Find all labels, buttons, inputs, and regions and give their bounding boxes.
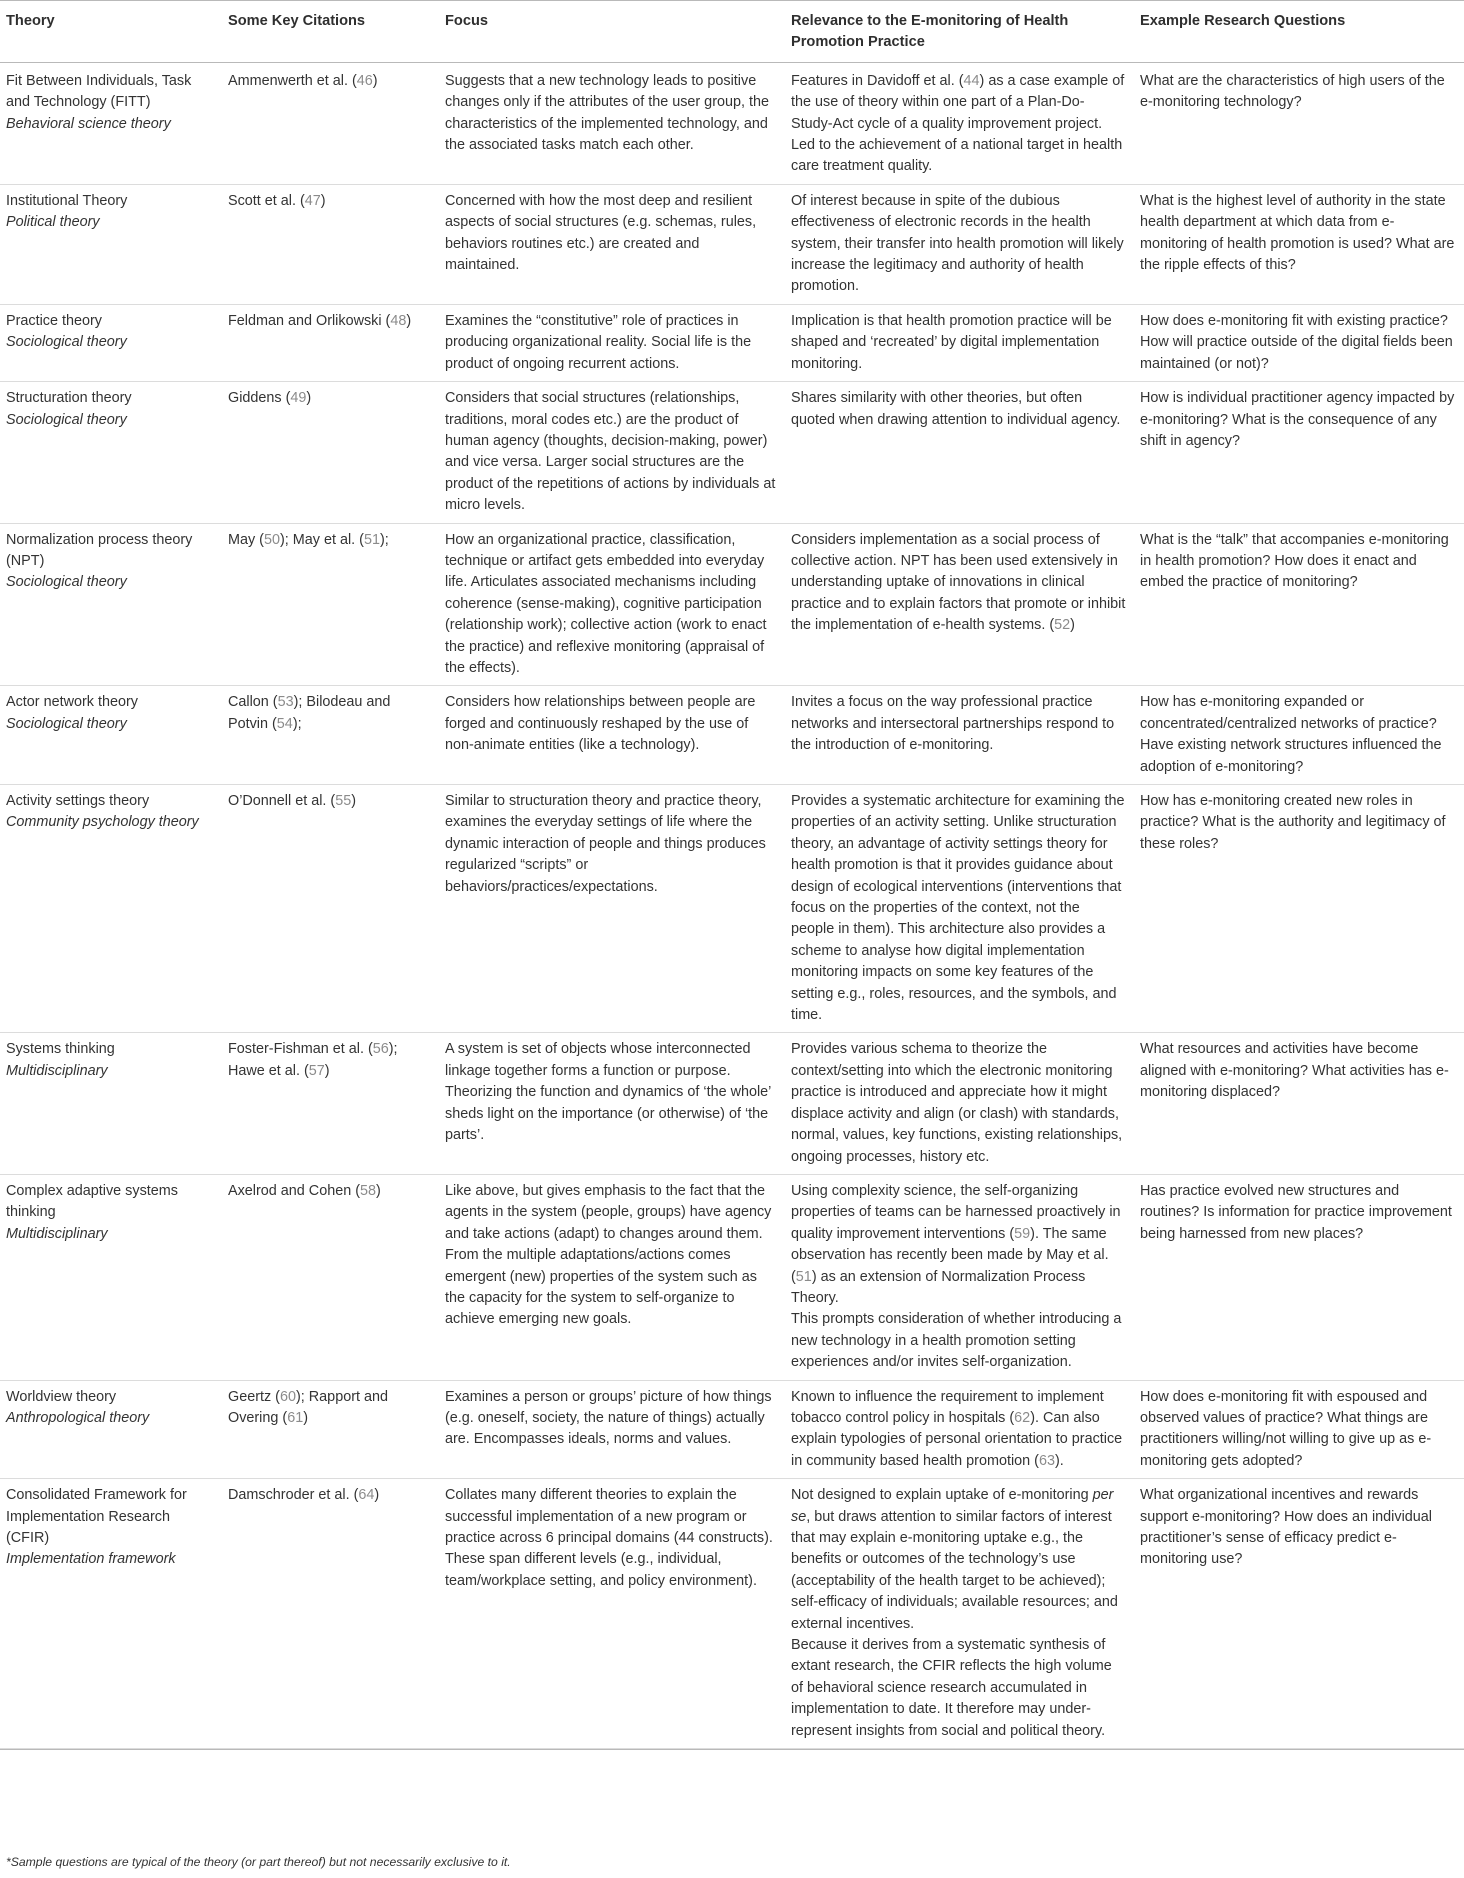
relevance-paragraph	[791, 1635, 1126, 1742]
relevance-paragraph	[791, 791, 1126, 1026]
citation-text	[228, 530, 431, 551]
theory-type: Anthropological theory	[6, 1409, 150, 1426]
theory-type: Community psychology theory	[6, 814, 199, 831]
citations-cell	[222, 523, 439, 686]
text-segment: );	[379, 531, 389, 548]
text-segment: )	[374, 1487, 380, 1504]
text-segment: ) as an extension of Normalization Process Theory.	[791, 1268, 1086, 1306]
theory-cell	[0, 1033, 222, 1174]
relevance-cell	[785, 1380, 1134, 1479]
theory-type: Sociological theory	[6, 411, 127, 428]
citation-text	[228, 1485, 431, 1506]
relevance-cell	[785, 1174, 1134, 1380]
questions-cell: What organizational incentives and rewards support e-monitoring? How does an individual practitioner’s sense of efficacy predict e-monitoring use?	[1140, 1487, 1432, 1568]
citation-ref-link[interactable]: 51	[795, 1268, 812, 1285]
relevance-cell	[785, 1033, 1134, 1174]
text-segment: Damschroder et al. (	[228, 1487, 359, 1504]
table-row	[0, 1380, 1464, 1479]
table-bottom-rule	[0, 1749, 1464, 1750]
theory-name: Actor network theory	[6, 694, 138, 711]
text-segment: )	[303, 1409, 308, 1426]
questions-cell: What is the “talk” that accompanies e-monitoring in health promotion? How does it enact and embed the practice of monitoring?	[1140, 531, 1449, 591]
relevance-paragraph	[791, 1181, 1126, 1309]
questions-cell: What resources and activities have become aligned with e-monitoring? What activities has e-monitoring displaced?	[1140, 1041, 1449, 1101]
text-segment: ); May et al. (	[280, 531, 364, 548]
text-segment: Features in Davidoff et al. (	[791, 72, 964, 89]
text-segment: );	[292, 715, 302, 732]
relevance-cell	[785, 62, 1134, 184]
text-segment: Shares similarity with other theories, but often quoted when drawing attention to individual agency.	[791, 390, 1121, 428]
citation-ref-link[interactable]: 52	[1054, 617, 1071, 634]
header-focus: Focus	[439, 1, 785, 63]
text-segment: ).	[1054, 1452, 1064, 1469]
citation-text	[228, 791, 431, 812]
citation-ref-link[interactable]: 48	[390, 312, 407, 329]
text-segment: ). Can also explain typologies of personal orientation to practice in community based health promotion (	[791, 1409, 1123, 1469]
relevance-paragraph	[791, 1485, 1126, 1635]
theory-cell	[0, 184, 222, 304]
theory-name: Activity settings theory	[6, 793, 150, 809]
footnote: *Sample questions are typical of the theory (or part thereof) but not necessarily exclusive to it.	[6, 1855, 511, 1869]
header-theory: Theory	[0, 1, 222, 63]
table-body	[0, 62, 1464, 1748]
theory-type: Behavioral science theory	[6, 115, 171, 132]
table-row	[0, 1479, 1464, 1749]
theory-type: Multidisciplinary	[6, 1062, 108, 1079]
text-segment: Provides a systematic architecture for examining the properties of an activity setting. Unlike structuration theory, an advantage of activity settings theory for health promotion is that it provides guidance about design of ecological interventions (interventions that focus on the properties of the context, not the people in them). This architecture also provides a scheme to analyse how digital implementation monitoring impacts on some key features of the setting e.g., roles, resources, and the symbols, and time.	[791, 793, 1125, 1024]
questions-cell: What is the highest level of authority in the state health department at which data from e-monitoring of health promotion is used? What are the ripple effects of this?	[1140, 192, 1455, 274]
questions-cell: What are the characteristics of high users of the e-monitoring technology?	[1140, 72, 1445, 111]
citation-ref-link[interactable]: 56	[372, 1041, 389, 1058]
relevance-paragraph	[791, 1039, 1126, 1167]
relevance-paragraph	[791, 692, 1126, 756]
text-segment: Considers implementation as a social process of collective action. NPT has been used extensively in understanding uptake of innovations in clinical practice and to explain factors that promote or inhibit the implementation of e-health systems. (	[791, 531, 1126, 634]
emphasis-text: per se	[791, 1487, 1114, 1525]
text-segment: )	[324, 1062, 330, 1079]
questions-cell: How does e-monitoring fit with espoused and observed values of practice? What things are practitioners willing/not willing to give up as e-monitoring gets adopted?	[1140, 1388, 1432, 1469]
questions-cell: How has e-monitoring created new roles in practice? What is the authority and legitimacy of these roles?	[1140, 793, 1446, 852]
text-segment: Invites a focus on the way professional practice networks and intersectoral partnerships respond to the introduction of e-monitoring.	[791, 694, 1115, 754]
text-segment: Ammenwerth et al. (	[228, 72, 357, 89]
relevance-cell	[785, 304, 1134, 381]
theory-name: Normalization process theory (NPT)	[6, 531, 193, 569]
theory-type: Sociological theory	[6, 334, 127, 351]
focus-cell: Considers that social structures (relationships, traditions, moral codes etc.) are the product of human agency (thoughts, decision-making, power) and vice versa. Larger social structures are the product of the repetitions of actions by individuals at micro levels.	[445, 390, 776, 514]
text-segment: ); Bilodeau and Potvin (	[228, 694, 391, 732]
theory-type: Multidisciplinary	[6, 1225, 108, 1242]
theory-cell	[0, 1479, 222, 1749]
focus-cell: Considers how relationships between people are forged and continuously reshaped by the use of non-animate entities (like a technology).	[445, 694, 756, 754]
citation-ref-link[interactable]: 60	[279, 1388, 296, 1405]
citation-text	[228, 71, 431, 92]
focus-cell: A system is set of objects whose interconnected linkage together forms a function or purpose. Theorizing the function and dynamics of ‘the whole’ sheds light on the importance (or otherwise) of ‘the parts’.	[445, 1041, 771, 1144]
text-segment: ) as a case example of the use of theory within one part of a Plan-Do-Study-Act cycle of a quality improvement project. Led to the achievement of a national target in health care treatment quality.	[791, 72, 1125, 175]
theory-cell	[0, 523, 222, 686]
text-segment: ); Hawe et al. (	[228, 1041, 398, 1079]
text-segment: )	[1070, 617, 1075, 634]
citations-cell	[222, 785, 439, 1033]
text-segment: )	[372, 72, 378, 89]
table-row	[0, 62, 1464, 184]
text-segment: )	[306, 390, 312, 407]
theory-name: Structuration theory	[6, 390, 132, 407]
theory-cell	[0, 62, 222, 184]
theory-cell	[0, 382, 222, 523]
text-segment: )	[351, 793, 356, 809]
text-segment: Giddens (	[228, 390, 291, 407]
table-row	[0, 304, 1464, 381]
text-segment: This prompts consideration of whether introducing a new technology in a health promotion setting experiences and/or invites self-organization.	[791, 1311, 1122, 1371]
citations-cell	[222, 304, 439, 381]
citation-ref-link[interactable]: 44	[963, 72, 980, 89]
relevance-paragraph	[791, 71, 1126, 178]
focus-cell: Examines a person or groups’ picture of how things (e.g. oneself, society, the nature of things) actually are. Encompasses ideals, norms and values.	[445, 1388, 772, 1448]
text-segment: )	[320, 192, 326, 209]
focus-cell: How an organizational practice, classification, technique or artifact gets embedded into everyday life. Articulates associated mechanisms including coherence (sense-making), cognitive participation (relationship work); collective action (work to enact the practice) and reflexive monitoring (appraisal of the effects).	[445, 531, 767, 676]
theory-name: Institutional Theory	[6, 192, 128, 209]
theory-name: Systems thinking	[6, 1041, 115, 1058]
text-segment: Not designed to explain uptake of e-monitoring	[791, 1487, 1093, 1504]
citation-text	[228, 692, 431, 735]
table-row	[0, 686, 1464, 785]
header-questions: Example Research Questions	[1134, 1, 1464, 63]
table-row	[0, 184, 1464, 304]
citation-text	[228, 311, 431, 332]
relevance-cell	[785, 184, 1134, 304]
header-relevance: Relevance to the E-monitoring of Health Promotion Practice	[785, 1, 1134, 63]
citation-ref-link[interactable]: 49	[290, 390, 307, 407]
citation-ref-link[interactable]: 61	[287, 1409, 304, 1426]
relevance-paragraph	[791, 1309, 1126, 1373]
table-row	[0, 523, 1464, 686]
text-segment: Axelrod and Cohen (	[228, 1182, 360, 1199]
text-segment: )	[376, 1182, 381, 1199]
theory-cell	[0, 304, 222, 381]
focus-cell: Concerned with how the most deep and resilient aspects of social structures (e.g. schemas, rules, behaviors routines etc.) are created and maintained.	[445, 192, 757, 274]
relevance-paragraph	[791, 388, 1126, 431]
citation-ref-link[interactable]: 63	[1038, 1452, 1055, 1469]
theory-type: Sociological theory	[6, 715, 127, 732]
text-segment: Known to influence the requirement to implement tobacco control policy in hospitals (	[791, 1388, 1104, 1426]
text-segment: Because it derives from a systematic synthesis of extant research, the CFIR reflects the high volume of behavioral science research accumulated in implementation to date. It therefore may under-represent insights from social and political theory.	[791, 1637, 1112, 1739]
text-segment: Feldman and Orlikowski (	[228, 312, 391, 329]
focus-cell: Suggests that a new technology leads to positive changes only if the attributes of the user group, the characteristics of the implemented technology, and the associated tasks match each other.	[445, 72, 769, 154]
citation-ref-link[interactable]: 58	[360, 1182, 377, 1199]
theory-type: Political theory	[6, 214, 100, 231]
text-segment: O’Donnell et al. (	[228, 793, 336, 809]
relevance-cell	[785, 1479, 1134, 1749]
focus-cell: Like above, but gives emphasis to the fact that the agents in the system (people, groups) have agency and take actions (adapt) to changes around them. From the multiple adaptations/actions comes emergent (new) properties of the system such as the capacity for the system to self-organize to achieve emerging new goals.	[445, 1182, 772, 1328]
citation-ref-link[interactable]: 57	[308, 1062, 325, 1079]
theory-name: Fit Between Individuals, Task and Technology (FITT)	[6, 72, 192, 111]
citation-ref-link[interactable]: 46	[356, 72, 373, 89]
citation-ref-link[interactable]: 47	[304, 192, 321, 209]
text-segment: May (	[228, 531, 264, 548]
table-row	[0, 785, 1464, 1033]
theory-cell	[0, 1380, 222, 1479]
theory-type: Implementation framework	[6, 1551, 176, 1568]
theory-name: Consolidated Framework for Implementation Research (CFIR)	[6, 1487, 187, 1546]
citation-ref-link[interactable]: 64	[358, 1487, 375, 1504]
relevance-cell	[785, 523, 1134, 686]
citation-text	[228, 191, 431, 212]
text-segment: Foster-Fishman et al. (	[228, 1041, 373, 1058]
citation-ref-link[interactable]: 62	[1014, 1409, 1031, 1426]
citation-text	[228, 1387, 431, 1430]
questions-cell: How has e-monitoring expanded or concentrated/centralized networks of practice? Have existing network structures influenced the adoption of e-monitoring?	[1140, 694, 1442, 775]
relevance-paragraph	[791, 1387, 1126, 1473]
theory-name: Worldview theory	[6, 1388, 117, 1405]
table-row	[0, 1174, 1464, 1380]
text-segment: Using complexity science, the self-organizing properties of teams can be harnessed proactively in quality improvement interventions (	[791, 1182, 1121, 1242]
focus-cell: Similar to structuration theory and practice theory, examines the everyday settings of life where the dynamic interaction of people and things produces regularized “scripts” or behaviors/practices/expectations.	[445, 793, 766, 895]
citation-ref-link[interactable]: 53	[277, 694, 294, 711]
citation-ref-link[interactable]: 51	[363, 531, 380, 548]
citation-ref-link[interactable]: 55	[335, 793, 352, 809]
questions-cell: How does e-monitoring fit with existing practice? How will practice outside of the digital fields been maintained (or not)?	[1140, 312, 1453, 372]
text-segment: Implication is that health promotion practice will be shaped and ‘recreated’ by digital implementation monitoring.	[791, 312, 1112, 372]
focus-cell: Examines the “constitutive” role of practices in producing organizational reality. Social life is the product of ongoing recurrent actions.	[445, 312, 752, 372]
relevance-paragraph	[791, 311, 1126, 375]
citation-text	[228, 1039, 431, 1082]
theory-cell	[0, 1174, 222, 1380]
citation-text	[228, 1181, 431, 1202]
table-row	[0, 382, 1464, 523]
citation-ref-link[interactable]: 50	[263, 531, 280, 548]
header-row	[0, 1, 1464, 63]
text-segment: ). The same observation has recently been made by May et al. (	[791, 1225, 1109, 1285]
focus-cell: Collates many different theories to explain the successful implementation of a new program or practice across 6 principal domains (44 constructs). These span different levels (e.g., individual, team/workplace setting, and policy environment).	[445, 1487, 773, 1589]
relevance-paragraph	[791, 191, 1126, 298]
citation-ref-link[interactable]: 54	[276, 715, 293, 732]
citations-cell	[222, 1174, 439, 1380]
citation-ref-link[interactable]: 59	[1014, 1225, 1031, 1242]
table-row	[0, 1033, 1464, 1174]
citations-cell	[222, 686, 439, 785]
relevance-cell	[785, 382, 1134, 523]
text-segment: Callon (	[228, 694, 278, 711]
citations-cell	[222, 1380, 439, 1479]
theory-name: Practice theory	[6, 312, 102, 329]
theory-name: Complex adaptive systems thinking	[6, 1182, 178, 1221]
citations-cell	[222, 184, 439, 304]
text-segment: Of interest because in spite of the dubious effectiveness of electronic records in the health system, their transfer into health promotion will likely increase the legitimacy and authority of health promotion.	[791, 192, 1124, 295]
text-segment: ); Rapport and Overing (	[228, 1388, 388, 1426]
citations-cell	[222, 1479, 439, 1749]
questions-cell: Has practice evolved new structures and routines? Is information for practice improvement being harnessed from new places?	[1140, 1182, 1452, 1242]
relevance-cell	[785, 785, 1134, 1033]
theory-cell	[0, 785, 222, 1033]
text-segment: )	[406, 312, 412, 329]
questions-cell: How is individual practitioner agency impacted by e-monitoring? What is the consequence of any shift in agency?	[1140, 390, 1455, 449]
text-segment: Provides various schema to theorize the context/setting into which the electronic monitoring practice is introduced and appreciate how it might displace activity and align (or clash) with standards, normal, values, key functions, existing relationships, ongoing processes, history etc.	[791, 1041, 1123, 1165]
theory-type: Sociological theory	[6, 574, 127, 591]
citation-text	[228, 388, 431, 409]
relevance-paragraph	[791, 530, 1126, 637]
theory-cell	[0, 686, 222, 785]
text-segment: , but draws attention to similar factors of interest that may explain e-monitoring uptake e.g., the benefits or outcomes of the technology’s use (acceptability of the health target to be achieved); self-efficacy of individuals; available resources; and external incentives.	[791, 1508, 1118, 1632]
text-segment: Scott et al. (	[228, 192, 305, 209]
citations-cell	[222, 1033, 439, 1174]
text-segment: Geertz (	[228, 1388, 280, 1405]
header-citations: Some Key Citations	[222, 1, 439, 63]
citations-cell	[222, 382, 439, 523]
relevance-cell	[785, 686, 1134, 785]
citations-cell	[222, 62, 439, 184]
